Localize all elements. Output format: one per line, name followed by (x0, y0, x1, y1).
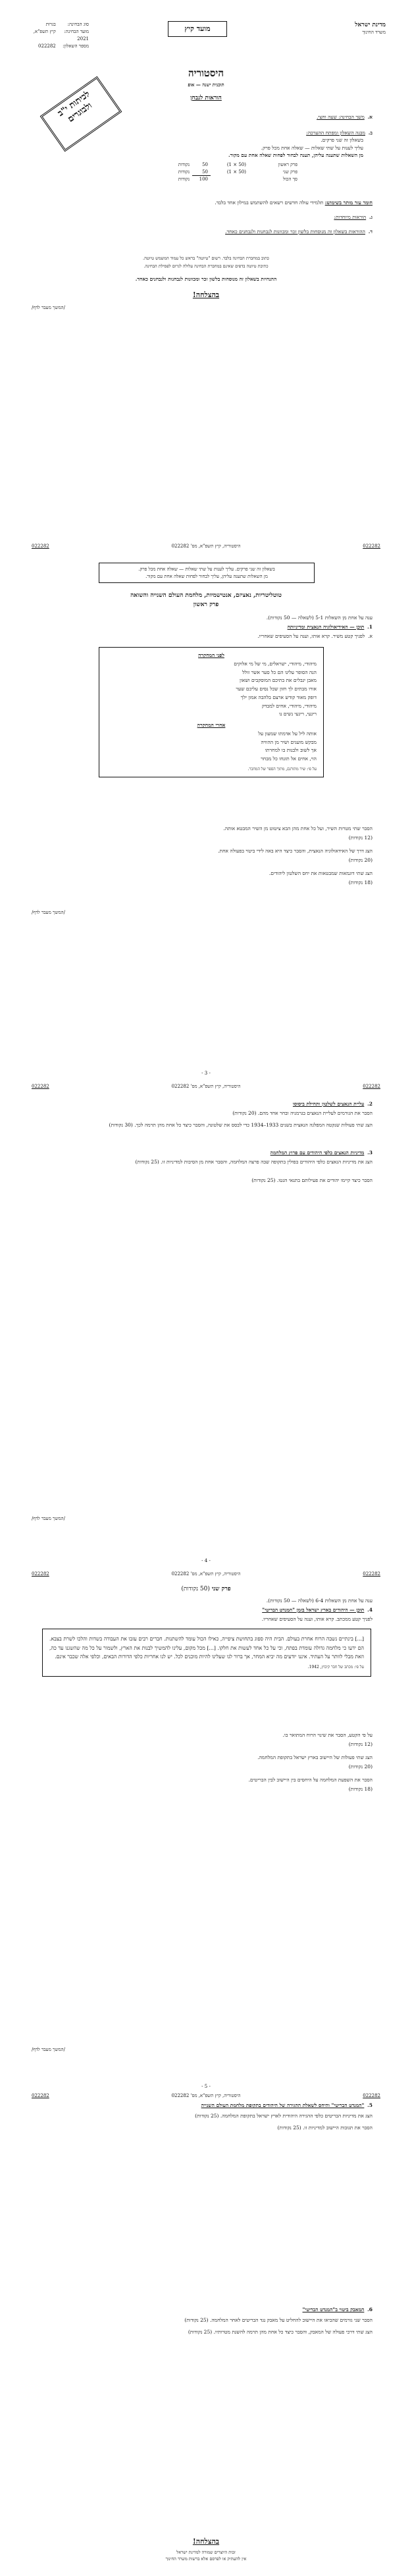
country-name: מדינת ישראל (355, 22, 386, 28)
score-table (176, 161, 300, 183)
points-label: (20 נקודות) (348, 1764, 373, 1770)
question-3-item: הצג את מדיניות הנאצים כלפי היהודים בפולין בתקופה שבה פרצה המלחמה, והסבר אחת מן הסיבות למדיניות זו. (25 נקודות) (135, 1159, 373, 1165)
notice-bold: ההנחיות בשאלון זה מנוסחות בלשון זכר ומכוונות לנבחנות ולנבחנים כאחד. (135, 276, 277, 282)
score-row: פרק שני (50 × 1) 50 נקודות (178, 169, 297, 175)
allowed-tools: חומר עזר מותר בשימוש: תלמידי עולה חדשים רשאים להשתמש במילון אחד בלבד. (215, 200, 373, 206)
page-3: 022282 היסטוריה, קיץ תשפ"א, מס' 022282 022282 - 3 - 2. עליית הנאצים לשלטון ותחילת ביסוסו הסבר את הגורמים לעליית הנאצים בגרמניה ובחר אחד מהם. (20 נקודות) הצג שתי פעולות שנקטה המפלגה הנאצית בשנים 1933–1934 כדי לבסס את שלטונה, והסבר כיצד כל אחת מהן תרמה לכך. (30 נקודות) 3. מדיניות הנאצים כלפי היהודים עם פרוץ המלחמה הצג את מדיניות הנאצים כלפי היהודים בפולין בתקופה שבה פרצה המלחמה, והסבר אחת מן הסיבות למדיניות זו. (25 נקודות) הסבר כיצד קיימו יהודים את פעילותם בתנאי הגטו. (25 נקודות) /המשך מעבר לדף/ (0, 1080, 412, 1568)
ministry-header (355, 21, 386, 36)
ministry-name: משרד החינוך (362, 29, 386, 35)
question-4-title: 4. תוכן — היהודים בארץ ישראל בזמן "המנדט הבריטי" (262, 1607, 373, 1613)
question-1-item: הצג דרך של האידאולוגיה הנאצית, והסבר כיצד היא באה לידי ביטוי בפעולה אחת. (218, 848, 373, 854)
question-6-item: הסבר שני גורמים שהביאו את היישוב להחליט על מאבק נגד הבריטים לאחר המלחמה. (25 נקודות) (184, 2317, 373, 2323)
page-number: - 5 - (201, 2084, 211, 2089)
question-4-intro: לפניך קטע ממכתב. קרא אותו, וענה על הסעיפים שאחריו. (261, 1616, 373, 1622)
exam-program: תוכנית ישנה — אופ (188, 82, 224, 88)
exam-meta (26, 21, 89, 49)
grade-stamp: לכיתות י"ב ולבוגרים (40, 76, 122, 152)
good-luck: בהצלחה! (192, 291, 220, 299)
copyright: זכות היוצרים שמורה למדינת ישראל (176, 2550, 236, 2555)
question-2-item: הסבר את הגורמים לעליית הנאצים בגרמניה ובחר אחד מהם. (20 נקודות) (232, 1110, 373, 1116)
points-label: (12 נקודות) (348, 835, 373, 841)
question-1-item: הצג שתי דוגמאות שמבטאות את יחס השלטון ליהודים. (269, 870, 373, 876)
exam-subject: היסטוריה (188, 67, 224, 79)
question-2-item: הצג שתי פעולות שנקטה המפלגה הנאצית בשנים 1933–1934 כדי לבסס את שלטונה, והסבר כיצד כל אחת מהן תרמה לכך. (30 נקודות) (109, 1122, 373, 1128)
points-label: (18 נקודות) (348, 1786, 373, 1792)
question-1-item: הסבר שתי מטרות השיר, ועל כל אחת מהן הבא ציטוט מן השיר המבטא אותה. (223, 826, 373, 831)
notice-line: כתיבת טיוטה בדפים שאינם במחברת הבחינה עלולה לגרום לפסילת הבחינה. (143, 264, 269, 269)
part-title: פרק ראשון (193, 602, 219, 608)
question-6-item: הצג שתי דרכי פעולה של המאבק, והסבר כיצד כל אחת מהן תרמה להשגת מטרותיו. (25 נקודות) (188, 2329, 373, 2335)
points-label: (18 נקודות) (348, 880, 373, 885)
points-label: (20 נקודות) (348, 857, 373, 863)
part-instruction: ענה על אחת מן השאלות 6-4 (לשאלה — 50 נקודות). (266, 1598, 373, 1604)
page-5: 022282 היסטוריה, קיץ תשפ"א, מס' 022282 022282 - 5 - 5. "המנדט הבריטי" והיחס לשאלת ההגירה של היהודים בתקופת מלחמת העולם השנייה הצג את מדיניות הבריטים כלפי ההגירה היהודית לארץ ישראל בתקופת המלחמה. (25 נקודות) הסבר את תגובות היישוב למדיניות זו. (25 נקודות) 6. המאבק ביטוי ב"המנדט הבריטי" הסבר שני גורמים שהביאו את היישוב להחליט על מאבק נגד הבריטים לאחר המלחמה. (25 נקודות) הצג שתי דרכי פעולה של המאבק, והסבר כיצד כל אחת מהן תרמה להשגת מטרותיו. (25 נקודות) בהצלחה! זכות היוצרים שמורה למדינת ישראל אין להעתיק או לפרסם אלא ברשות משרד החינוך (0, 2082, 412, 2576)
continue-label: /המשך מעבר לדף/ (32, 305, 65, 310)
letter-source: [...] בינתיים נשבה הרוח אחרת בעולם. הבית היה ספוג בתחושת ציפייה, כאילו הכול עומד להשתנות. חברים רבים עזבו את העבודה בשדות והלכו לשרת בצבא. הם ידעו כי מלחמה גדולה עומדת בפתח, וכי על כל אחד לעשות את חלקו. [...] מכל מקום, עלינו להמשיך לבנות את הארץ, ולשמור על כל מה שהשגנו עד כה, וזאת מבלי לוותר על העתיד. איננו יודעים מה יביא המחר, אך ברור לנו שעלינו להיות מוכנים לכל. יש לנו אחריות כלפי הדורות הבאים, וכלפי אלה שכבר אינם. על פי: מכתב של חבר קיבוץ, 1942. (42, 1629, 371, 1677)
score-row: פרק ראשון (50 × 1) 50 נקודות (178, 162, 297, 167)
instruction-c: ג. הוראות מיוחדות: (334, 214, 373, 220)
instruction-b: ב. מבנה השאלון ומפתח ההערכה: בשאלון זה שני פרקים. עליך לענות על שתי שאלות — שאלה אחת מכל פרק. מן השאלות שתענה עליהן, תענה לבחור לפחות שאלה אחת עם מקור. פרק ראשון (50 × 1) 50 נקודות פרק שני (50 × 1) 50 נקודות סך הכול 100 נקודות (39, 129, 373, 183)
question-5-item: הצג את מדיניות הבריטים כלפי ההגירה היהודית לארץ ישראל בתקופת המלחמה. (25 נקודות) (195, 2113, 373, 2119)
question-5-title: 5. "המנדט הבריטי" והיחס לשאלת ההגירה של היהודים בתקופת מלחמת העולם השנייה (201, 2102, 373, 2108)
copyright: אין להעתיק או לפרסם אלא ברשות משרד החינוך (165, 2556, 247, 2562)
instruction-d: ד. ההוראות בשאלון זה מנוסחות בלשון זכר ומכוונות לנבחנות ולנבחנים כאחד. (225, 229, 373, 235)
page-1 (0, 0, 412, 540)
question-3-title: 3. מדיניות הנאצים כלפי היהודים עם פרוץ המלחמה (270, 1150, 373, 1156)
notice-line: כתוב במחברת הבחינה בלבד. רשום "טיוטה" בראש כל עמוד המשמש טיוטה. (143, 256, 269, 261)
instruction-a: א. משך הבחינה: שעה וחצי. (317, 114, 373, 120)
question-5-item: הסבר את תגובות היישוב למדיניות זו. (25 נקודות) (277, 2125, 373, 2131)
meta-row: סוג הבחינה: בגרות (45, 22, 89, 27)
instructions-heading: הוראות לנבחן (190, 95, 222, 101)
question-1-title: 1. תוכן — האידיאולוגיה הנאצית ומדיניותה (287, 624, 373, 630)
question-4-item: הצג שתי פעולות של היישוב בארץ ישראל בתקופת המלחמה. (257, 1754, 373, 1760)
page-number: - 4 - (201, 1558, 211, 1563)
meta-row: מספר השאלון: 022282 (38, 43, 89, 49)
page-2: 022282 היסטוריה, קיץ תשפ"א, מס' 022282 022282 בשאלון זה שני פרקים. עליך לענות על שתי שאלות — שאלה אחת מכל פרק. מן השאלות שתענה עליהן, עליך לבחור לפחות שאלה אחת עם מקור. טוטליטריות, נאציזם, אנטישמיות, מלחמת העולם השנייה והשואה פרק ראשון ענה על אחת מן השאלות 5-1 (לשאלה — 50 נקודות). 1. תוכן — האידיאולוגיה הנאצית ומדיניותה א. לפניך קטע משיר. קרא אותו, וענה על הסעיפים שאחריו. לפני המחקרה מיהודי, מיהודי, ישראלים, מי של מי אלוקים הנה הסופר עלינו הם כל סער אשר זולל מאבן יגבלים את בתיכם המוסקבים ושאון אורו מבתים לך חזון שכל נסים עליכם שער דופק מאוד קודש ארצם בלהבה אמון ילך מיהודי, מיהודי, אחים למבדק ריגעי, ריגעי נשים נו אחרי המחקרה אותה ליל על אדמתו שמעון על מבקש מועגים ושיר מן ההוויה אך לשוב ולבנות בו למחרתו הוי, אחים אל תזנחו כל מבחר על פי: שיר מתורגם, מתוך הספר של המחבר. הסבר שתי מטרות השיר, ועל כל אחת מהן הבא ציטוט מן השיר המבטא אותה. (12 נקודות) הצג דרך של האידאולוגיה הנאצית, והסבר כיצד היא באה לידי ביטוי בפעולה אחת. (20 נקודות) הצג שתי דוגמאות שמבטאות את יחס השלטון ליהודים. (18 נקודות) /המשך מעבר לדף/ (0, 540, 412, 1080)
instructions-box: בשאלון זה שני פרקים. עליך לענות על שתי שאלות — שאלה אחת מכל פרק. מן השאלות שתענה עליהן, עליך לבחור לפחות שאלה אחת עם מקור. (99, 563, 315, 583)
continue-label: /המשך מעבר לדף/ (32, 910, 65, 915)
good-luck: בהצלחה! (192, 2537, 220, 2546)
score-row: סך הכול 100 נקודות (178, 176, 297, 182)
meta-row: מועד הבחינה: קיץ תשפ"א, 2021 (33, 28, 89, 42)
question-6-title: 6. המאבק ביטוי ב"המנדט הבריטי" (302, 2307, 373, 2312)
question-2-title: 2. עליית הנאצים לשלטון ותחילת ביסוסו (292, 1101, 373, 1107)
question-3-item: הסבר כיצד קיימו יהודים את פעילותם בתנאי הגטו. (25 נקודות) (251, 1177, 373, 1183)
page-number: - 3 - (201, 1071, 211, 1076)
part-instruction: ענה על אחת מן השאלות 5-1 (לשאלה — 50 נקודות). (266, 615, 373, 621)
question-1-intro: א. לפניך קטע משיר. קרא אותו, וענה על הסעיפים שאחריו. (257, 633, 373, 639)
page-4: 022282 היסטוריה, קיץ תשפ"א, מס' 022282 022282 - 4 - פרק שני (50 נקודות) ענה על אחת מן השאלות 6-4 (לשאלה — 50 נקודות). 4. תוכן — היהודים בארץ ישראל בזמן "המנדט הבריטי" לפניך קטע ממכתב. קרא אותו, וענה על הסעיפים שאחריו. [...] בינתיים נשבה הרוח אחרת בעולם. הבית היה ספוג בתחושת ציפייה, כאילו הכול עומד להשתנות. חברים רבים עזבו את העבודה בשדות והלכו לשרת בצבא. הם ידעו כי מלחמה גדולה עומדת בפתח, וכי על כל אחד לעשות את חלקו. [...] מכל מקום, עלינו להמשיך לבנות את הארץ, ולשמור על כל מה שהשגנו עד כה, וזאת מבלי לוותר על העתיד. איננו יודעים מה יביא המחר, אך ברור לנו שעלינו להיות מוכנים לכל. יש לנו אחריות כלפי הדורות הבאים, וכלפי אלה שכבר אינם. על פי: מכתב של חבר קיבוץ, 1942. על פי הקטע, הסבר את שינוי הרוח המתואר בו. (12 נקודות) הצג שתי פעולות של היישוב בארץ ישראל בתקופת המלחמה. (20 נקודות) הסבר את השפעת המלחמה על היחסים בין היישוב לבין הבריטים. (18 נקודות) /המשך מעבר לדף/ (0, 1568, 412, 2082)
continue-label: /המשך מעבר לדף/ (32, 2047, 65, 2052)
season-logo: מועד קיץ (168, 21, 227, 37)
points-label: (12 נקודות) (348, 1741, 373, 1747)
part-title: פרק שני (50 נקודות) (181, 1586, 231, 1592)
question-4-item: על פי הקטע, הסבר את שינוי הרוח המתואר בו. (282, 1732, 373, 1738)
topic-heading: טוטליטריות, נאציזם, אנטישמיות, מלחמת העולם השנייה והשואה (130, 592, 282, 599)
question-4-item: הסבר את השפעת המלחמה על היחסים בין היישוב לבין הבריטים. (248, 1777, 373, 1783)
poem-source: לפני המחקרה מיהודי, מיהודי, ישראלים, מי של מי אלוקים הנה הסופר עלינו הם כל סער אשר זולל מאבן יגבלים את בתיכם המוסקבים ושאון אורו מבתים לך חזון שכל נסים עליכם שער דופק מאוד קודש ארצם בלהבה אמון ילך מיהודי, מיהודי, אחים למבדק ריגעי, ריגעי נשים נו אחרי המחקרה אותה ליל על אדמתו שמעון על מבקש מועגים ושיר מן ההוויה אך לשוב ולבנות בו למחרתו הוי, אחים אל תזנחו כל מבחר על פי: שיר מתורגם, מתוך הספר של המחבר. (99, 647, 324, 777)
continue-label: /המשך מעבר לדף/ (32, 1516, 65, 1521)
